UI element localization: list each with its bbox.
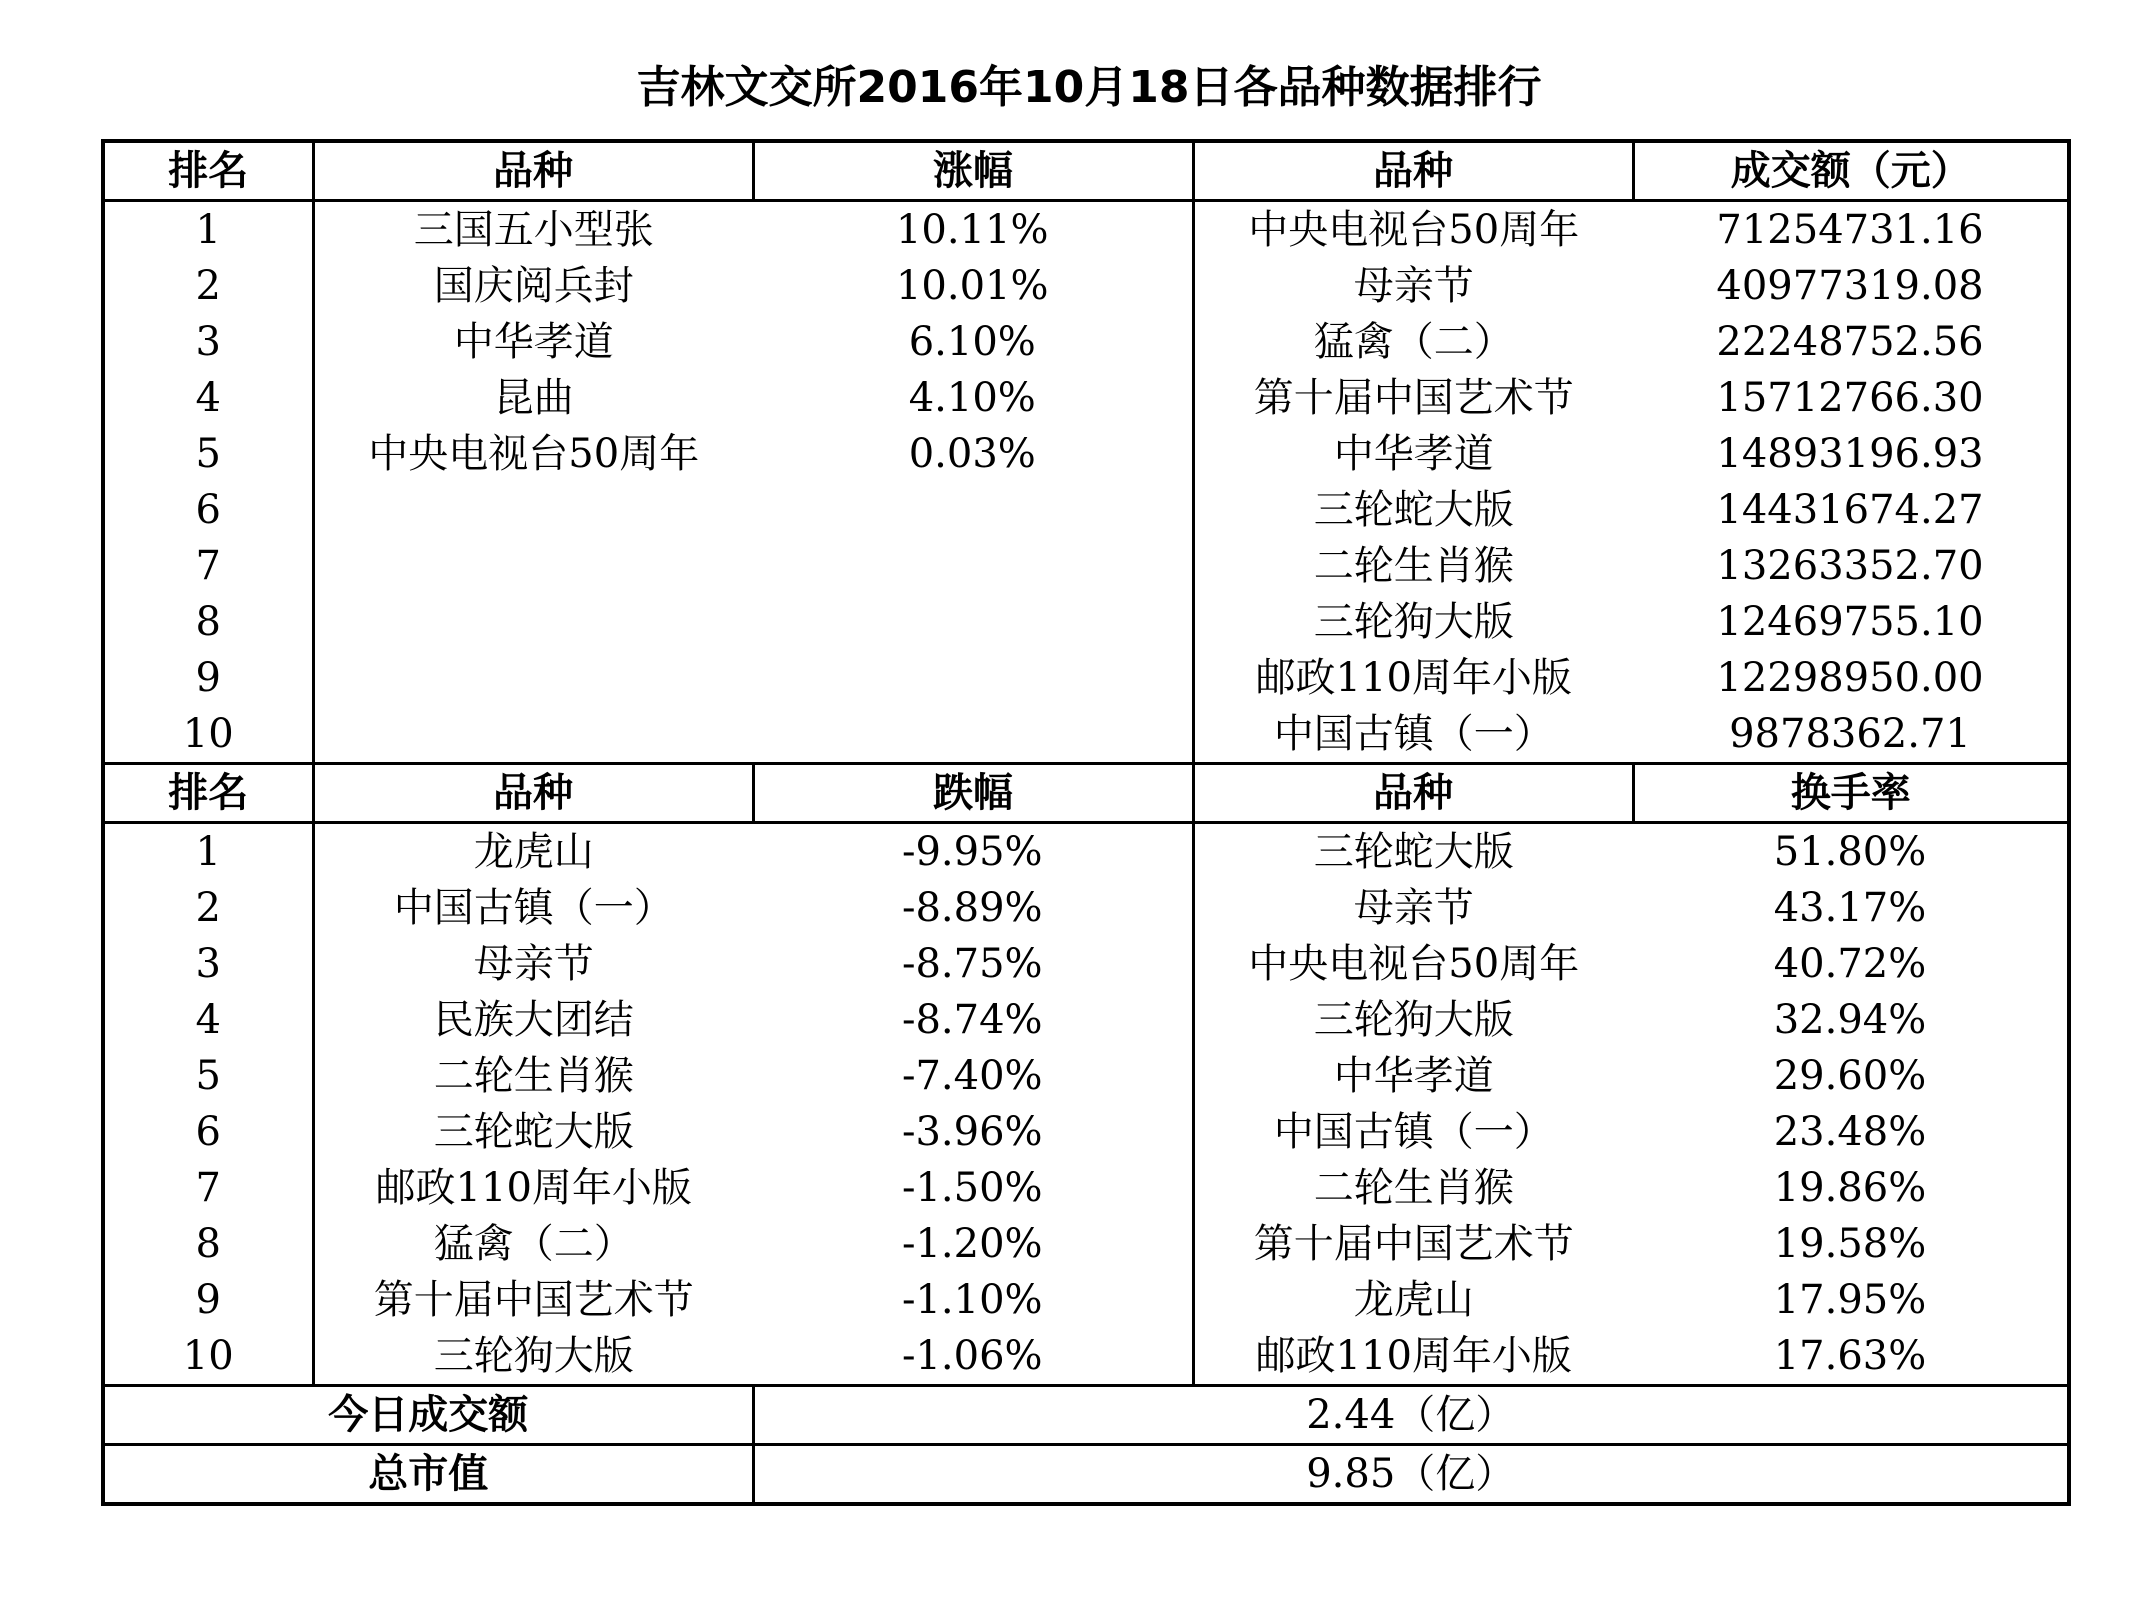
rise-cell	[753, 594, 1193, 650]
fall-table-row	[103, 936, 2069, 992]
fall-table-row	[103, 1104, 2069, 1160]
fall-table-row	[103, 1328, 2069, 1386]
turnover-cell: 32.94%	[1773, 997, 1927, 1043]
variety-cell: 中央电视台50周年	[313, 426, 753, 482]
rank-cell: 4	[195, 997, 221, 1043]
rank-cell: 1	[195, 829, 221, 875]
fall-cell: -1.10%	[901, 1277, 1043, 1323]
rise-table-row	[103, 538, 2069, 594]
fall-cell: -1.50%	[901, 1165, 1043, 1211]
fall-cell: -1.20%	[901, 1221, 1043, 1267]
amount-cell: 14431674.27	[1716, 487, 1984, 533]
rise-cell	[753, 538, 1193, 594]
ranking-table-body	[103, 141, 2069, 1504]
market-cap-label: 总市值	[103, 1445, 753, 1505]
turnover-variety-cell: 二轮生肖猴	[1193, 1160, 1633, 1216]
variety-header: 品种	[313, 141, 753, 201]
turnover-cell: 40.72%	[1773, 941, 1927, 987]
rank-cell: 9	[195, 655, 221, 701]
volume-variety-header: 品种	[1193, 141, 1633, 201]
variety-cell: 猛禽（二）	[313, 1216, 753, 1272]
rank-cell: 3	[195, 941, 221, 987]
rank-cell: 3	[195, 319, 221, 365]
rise-table-row	[103, 314, 2069, 370]
rise-cell	[753, 482, 1193, 538]
volume-variety-cell: 中央电视台50周年	[1193, 201, 1633, 259]
fall-header-row	[103, 764, 2069, 823]
volume-variety-cell: 第十届中国艺术节	[1193, 370, 1633, 426]
fall-cell: -3.96%	[901, 1109, 1043, 1155]
fall-header: 跌幅	[753, 764, 1193, 823]
amount-cell: 22248752.56	[1716, 319, 1984, 365]
rise-table-row	[103, 594, 2069, 650]
turnover-cell: 19.86%	[1773, 1165, 1927, 1211]
turnover-header: 换手率	[1633, 764, 2069, 823]
amount-cell: 9878362.71	[1729, 711, 1971, 757]
amount-cell: 71254731.16	[1716, 207, 1984, 253]
market-cap-row	[103, 1445, 2069, 1505]
today-volume-row	[103, 1386, 2069, 1445]
today-volume-value: 2.44（亿）	[753, 1386, 2069, 1445]
amount-header: 成交额（元）	[1633, 141, 2069, 201]
turnover-variety-header: 品种	[1193, 764, 1633, 823]
rank-header: 排名	[103, 141, 313, 201]
variety-cell: 中国古镇（一）	[313, 880, 753, 936]
rank-header: 排名	[103, 764, 313, 823]
variety-cell	[313, 482, 753, 538]
volume-variety-cell: 猛禽（二）	[1193, 314, 1633, 370]
amount-cell: 14893196.93	[1716, 431, 1984, 477]
variety-cell: 昆曲	[313, 370, 753, 426]
amount-cell: 40977319.08	[1716, 263, 1984, 309]
rank-cell: 5	[195, 431, 221, 477]
rise-cell: 10.01%	[895, 263, 1049, 309]
fall-cell: -8.75%	[901, 941, 1043, 987]
volume-variety-cell: 三轮蛇大版	[1193, 482, 1633, 538]
variety-cell: 龙虎山	[313, 823, 753, 881]
rise-table-row	[103, 258, 2069, 314]
turnover-variety-cell: 中国古镇（一）	[1193, 1104, 1633, 1160]
rank-cell: 10	[182, 711, 234, 757]
turnover-variety-cell: 中华孝道	[1193, 1048, 1633, 1104]
fall-table-row	[103, 1272, 2069, 1328]
fall-cell: -9.95%	[901, 829, 1043, 875]
volume-variety-cell: 中国古镇（一）	[1193, 706, 1633, 764]
fall-cell: -8.74%	[901, 997, 1043, 1043]
variety-cell: 国庆阅兵封	[313, 258, 753, 314]
rank-cell: 4	[195, 375, 221, 421]
volume-variety-cell: 二轮生肖猴	[1193, 538, 1633, 594]
variety-header: 品种	[313, 764, 753, 823]
turnover-cell: 17.63%	[1773, 1333, 1927, 1379]
turnover-cell: 23.48%	[1773, 1109, 1927, 1155]
turnover-variety-cell: 母亲节	[1193, 880, 1633, 936]
rank-cell: 8	[195, 1221, 221, 1267]
rise-table-row	[103, 426, 2069, 482]
rank-cell: 8	[195, 599, 221, 645]
rank-cell: 9	[195, 1277, 221, 1323]
variety-cell	[313, 538, 753, 594]
ranking-table	[101, 139, 2071, 1506]
variety-cell: 二轮生肖猴	[313, 1048, 753, 1104]
rank-cell: 6	[195, 487, 221, 533]
variety-cell: 三轮狗大版	[313, 1328, 753, 1386]
turnover-cell: 51.80%	[1773, 829, 1927, 875]
market-cap-value: 9.85（亿）	[753, 1445, 2069, 1505]
amount-cell: 15712766.30	[1716, 375, 1984, 421]
variety-cell: 第十届中国艺术节	[313, 1272, 753, 1328]
rise-cell	[753, 650, 1193, 706]
variety-cell: 邮政110周年小版	[313, 1160, 753, 1216]
amount-cell: 12469755.10	[1716, 599, 1984, 645]
volume-variety-cell: 邮政110周年小版	[1193, 650, 1633, 706]
rise-cell: 10.11%	[895, 207, 1049, 253]
fall-cell: -1.06%	[901, 1333, 1043, 1379]
rise-table-row	[103, 370, 2069, 426]
variety-cell	[313, 650, 753, 706]
turnover-cell: 29.60%	[1773, 1053, 1927, 1099]
fall-cell: -7.40%	[901, 1053, 1043, 1099]
variety-cell: 中华孝道	[313, 314, 753, 370]
page-title: 吉林文交所2016年10月18日各品种数据排行	[636, 62, 1542, 113]
today-volume-label: 今日成交额	[103, 1386, 753, 1445]
turnover-variety-cell: 龙虎山	[1193, 1272, 1633, 1328]
rise-table-row	[103, 201, 2069, 259]
rise-cell	[753, 706, 1193, 764]
variety-cell: 民族大团结	[313, 992, 753, 1048]
rise-header: 涨幅	[753, 141, 1193, 201]
rise-table-row	[103, 706, 2069, 764]
volume-variety-cell: 中华孝道	[1193, 426, 1633, 482]
amount-cell: 12298950.00	[1716, 655, 1984, 701]
rise-table-row	[103, 482, 2069, 538]
rise-cell: 0.03%	[908, 431, 1036, 477]
rise-table-row	[103, 650, 2069, 706]
rank-cell: 7	[195, 1165, 221, 1211]
variety-cell: 三轮蛇大版	[313, 1104, 753, 1160]
volume-variety-cell: 三轮狗大版	[1193, 594, 1633, 650]
rank-cell: 2	[195, 885, 221, 931]
rank-cell: 6	[195, 1109, 221, 1155]
turnover-variety-cell: 三轮狗大版	[1193, 992, 1633, 1048]
rank-cell: 1	[195, 207, 221, 253]
turnover-variety-cell: 三轮蛇大版	[1193, 823, 1633, 881]
amount-cell: 13263352.70	[1716, 543, 1984, 589]
rank-cell: 5	[195, 1053, 221, 1099]
rank-cell: 2	[195, 263, 221, 309]
rank-cell: 10	[182, 1333, 234, 1379]
turnover-variety-cell: 邮政110周年小版	[1193, 1328, 1633, 1386]
rise-cell: 4.10%	[908, 375, 1036, 421]
rank-cell: 7	[195, 543, 221, 589]
fall-table-row	[103, 880, 2069, 936]
rise-cell: 6.10%	[908, 319, 1036, 365]
turnover-cell: 17.95%	[1773, 1277, 1927, 1323]
variety-cell: 三国五小型张	[313, 201, 753, 259]
variety-cell	[313, 594, 753, 650]
rise-header-row	[103, 141, 2069, 201]
variety-cell	[313, 706, 753, 764]
turnover-variety-cell: 中央电视台50周年	[1193, 936, 1633, 992]
fall-table-row	[103, 1160, 2069, 1216]
fall-table-row	[103, 823, 2069, 881]
variety-cell: 母亲节	[313, 936, 753, 992]
fall-cell: -8.89%	[901, 885, 1043, 931]
fall-table-row	[103, 1216, 2069, 1272]
fall-table-row	[103, 1048, 2069, 1104]
fall-table-row	[103, 992, 2069, 1048]
volume-variety-cell: 母亲节	[1193, 258, 1633, 314]
turnover-cell: 43.17%	[1773, 885, 1927, 931]
turnover-variety-cell: 第十届中国艺术节	[1193, 1216, 1633, 1272]
turnover-cell: 19.58%	[1773, 1221, 1927, 1267]
